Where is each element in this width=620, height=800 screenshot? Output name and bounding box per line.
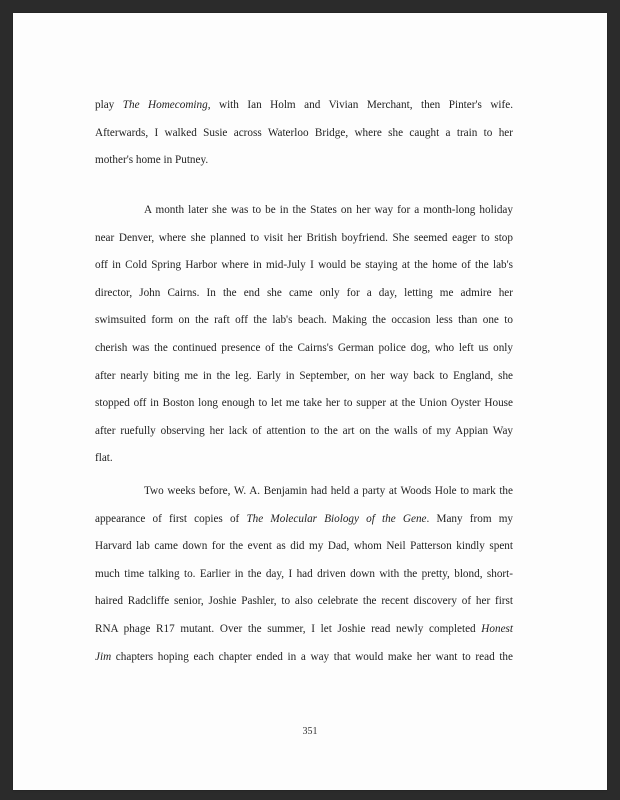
paragraph-1 bbox=[95, 92, 513, 175]
paragraph-line: Afterwards, I walked Susie across Waterloo Bridge, where she caught a train to her bbox=[95, 126, 513, 139]
paragraph-2 bbox=[95, 197, 513, 473]
paragraph-line: director, John Cairns. In the end she came only for a day, letting me admire her bbox=[95, 286, 513, 299]
text-segment: appearance of first copies of bbox=[95, 512, 247, 525]
page-number: 351 bbox=[302, 726, 318, 737]
text-segment: . Many from my bbox=[426, 512, 513, 525]
book-title: Honest bbox=[481, 622, 513, 635]
paragraph-line: cherish was the continued presence of the Cairns's German police dog, who left us only bbox=[95, 341, 513, 354]
paragraph-line bbox=[95, 506, 513, 534]
paragraph-line: Two weeks before, W. A. Benjamin had held a party at Woods Hole to mark the bbox=[144, 485, 513, 497]
paragraph-line: Harvard lab came down for the event as did my Dad, whom Neil Patterson kindly spent bbox=[95, 540, 513, 553]
paragraph-line bbox=[95, 92, 513, 120]
paragraph-line: after nearly biting me in the leg. Early in September, on her way back to England, she bbox=[95, 369, 513, 382]
text-segment: with Ian Holm and Vivian Merchant, then Pinter's wife. bbox=[210, 99, 514, 111]
text-segment: play bbox=[95, 99, 123, 111]
text-segment: chapters hoping each chapter ended in a way that would make her want to read the bbox=[111, 650, 513, 663]
paragraph-line: mother's home in Putney. bbox=[95, 154, 209, 167]
paragraph-line: A month later she was to be in the States on her way for a month-long holiday bbox=[144, 204, 513, 216]
paragraph-line bbox=[95, 616, 513, 644]
paragraph-line bbox=[95, 644, 513, 672]
paragraph-line: flat. bbox=[95, 452, 113, 465]
text-segment: RNA phage R17 mutant. Over the summer, I let Joshie read newly completed bbox=[95, 622, 482, 635]
book-title: Jim bbox=[95, 650, 112, 663]
paragraph-line: haired Radcliffe senior, Joshie Pashler, to also celebrate the recent discovery of her first bbox=[95, 595, 513, 608]
paragraph-line: stopped off in Boston long enough to let me take her to supper at the Union Oyster House bbox=[95, 397, 513, 410]
paragraph-line: after ruefully observing her lack of attention to the art on the walls of my Appian Way bbox=[95, 424, 513, 437]
paragraph-line: swimsuited form on the raft off the lab's beach. Making the occasion less than one to bbox=[95, 314, 513, 327]
book-title: The Molecular Biology of the Gene bbox=[246, 512, 427, 525]
paragraph-line: much time talking to. Earlier in the day, I had driven down with the pretty, blond, short- bbox=[95, 567, 513, 580]
paragraph-line: near Denver, where she planned to visit her British boyfriend. She seemed eager to stop bbox=[95, 231, 513, 244]
play-title: The Homecoming, bbox=[122, 99, 211, 111]
paragraph-line: off in Cold Spring Harbor where in mid-July I would be staying at the home of the lab's bbox=[95, 259, 513, 272]
paragraph-3 bbox=[95, 478, 513, 671]
